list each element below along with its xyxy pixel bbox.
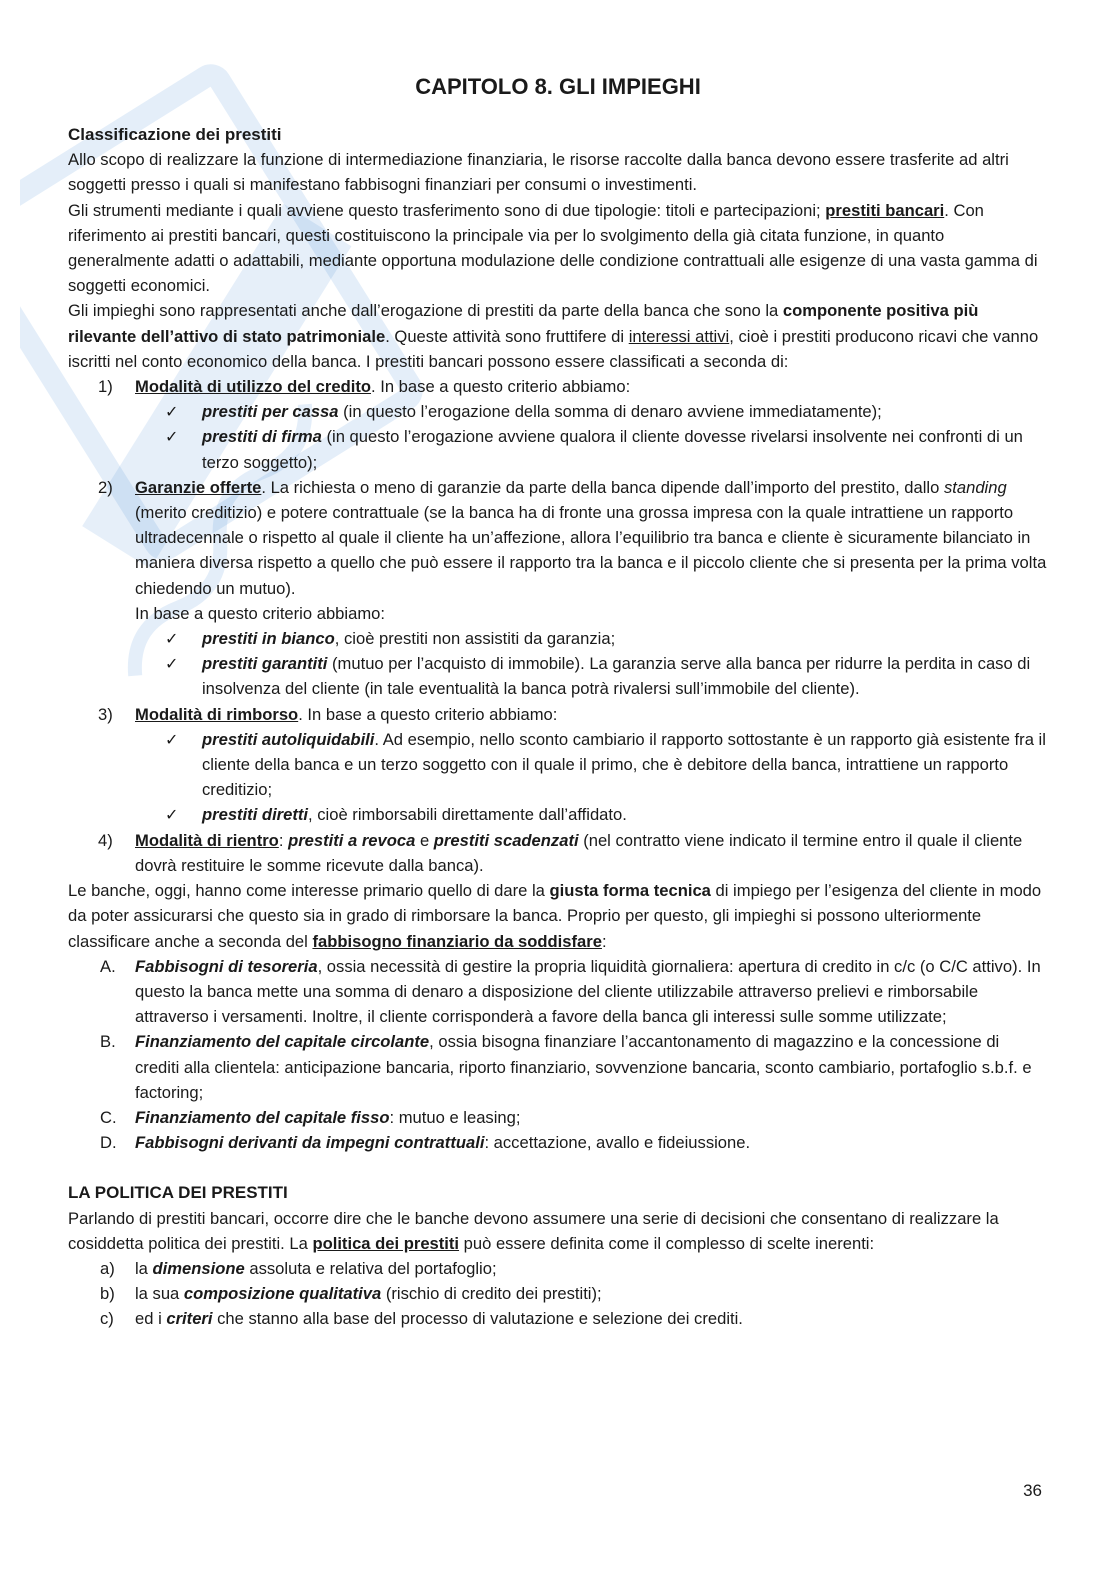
list-item: a) la dimensione assoluta e relativa del portafoglio; — [100, 1258, 497, 1278]
list-item: 3) Modalità di rimborso. In base a questo criterio abbiamo: ✓ prestiti autoliquidabili. Ad esempio, nello sconto cambiario il rapporto sottostante è un rapporto già esistente fra il cliente della banca e un terzo soggetto con il quale il primo, che è debitore della banca, intrattiene un rapporto creditizio; ✓ prestiti diretti, cioè rimborsabili direttamente dall’affidato. — [68, 702, 1048, 828]
classification-list — [68, 374, 1048, 878]
checkmark-icon: ✓ — [165, 805, 179, 825]
paragraph: Allo scopo di realizzare la funzione di intermediazione finanziaria, le risorse raccolte dalla banca devono essere trasferite ad altri soggetti presso i quali si manifestano fabbisogni finanziari per consumi o investimenti. — [68, 150, 1009, 195]
document-page — [68, 72, 1048, 1332]
checkmark-icon: ✓ — [165, 427, 179, 447]
paragraph: Gli impieghi sono rappresentati anche dall’erogazione di prestiti da parte della banca che sono la componente positiva più rilevante dell’attivo di stato patrimoniale. Queste attività sono fruttifere di interessi attivi, cioè i prestiti producono ricavi che vanno iscritti nel conto economico della banca. I prestiti bancari possono essere classificati a seconda di: — [68, 301, 1039, 371]
check-item: ✓ prestiti in bianco, cioè prestiti non assistiti da garanzia; — [135, 626, 1048, 651]
list-item: B. Finanziamento del capitale circolante, ossia bisogna finanziare l’accantonamento di magazzino e la concessione di crediti alla clientela: anticipazione bancaria, riporto finanziario, sovvenzione bancaria, sconto cambiario, portafoglio s.b.f. e factoring; — [100, 1032, 1032, 1102]
check-item: ✓ prestiti per cassa (in questo l’erogazione della somma di denaro avviene immediatamente); — [135, 399, 1048, 424]
list-item: A. Fabbisogni di tesoreria, ossia necessità di gestire la propria liquidità giornaliera: apertura di credito in c/c (o C/C attivo). In questo la banca mette una somma di denaro a disposizione del cliente utilizzabile attraverso prelievi e rimborsabile attraverso i versamenti. Inoltre, il cliente corrisponderà a favore della banca gli interessi sulle somme utilizzate; — [100, 956, 1041, 1027]
check-list — [135, 626, 1048, 702]
list-item: 2) Garanzie offerte. La richiesta o meno di garanzie da parte della banca dipende dall’importo del prestito, dallo standing (merito creditizio) e potere contrattuale (se la banca ha di fronte una grossa impresa con la quale intrattiene un rapporto ultradecennale o rispetto al quale il cliente ha un’affezione, allora l’equilibrio tra banca e cliente è sicuramente bilanciato in maniera diversa rispetto a quello che può essere il rapporto tra la banca e il piccolo cliente che si presenta per la prima volta chiedendo un mutuo). In base a questo criterio abbiamo: ✓ prestiti in bianco, cioè prestiti non assistiti da garanzia; ✓ prestiti garantiti (mutuo per l’acquisto di immobile). La garanzia serve alla banca per ridurre la perdita in caso di insolvenza del cliente (in tale eventualità la banca potrà rivalersi sull’immobile del cliente). — [68, 475, 1048, 702]
check-item: ✓ prestiti diretti, cioè rimborsabili direttamente dall’affidato. — [135, 802, 1048, 827]
list-item: c) ed i criteri che stanno alla base del processo di valutazione e selezione dei crediti. — [100, 1309, 743, 1329]
section-heading-politica: LA POLITICA DEI PRESTITI — [68, 1183, 288, 1203]
criterion-text: In base a questo criterio abbiamo: — [135, 603, 385, 623]
term-prestiti-bancari: prestiti bancari — [825, 200, 945, 220]
list-item: D. Fabbisogni derivanti da impegni contrattuali: accettazione, avallo e fideiussione. — [100, 1133, 751, 1153]
check-item: ✓ prestiti garantiti (mutuo per l’acquisto di immobile). La garanzia serve alla banca per ridurre la perdita in caso di insolvenza del cliente (in tale eventualità la banca potrà rivalersi sull’immobile del cliente). — [135, 651, 1048, 701]
page-number: 36 — [1023, 1481, 1042, 1500]
needs-list — [68, 954, 1048, 1156]
checkmark-icon: ✓ — [165, 629, 179, 649]
checkmark-icon: ✓ — [165, 402, 179, 422]
section-heading-classificazione: Classificazione dei prestiti — [68, 125, 282, 144]
check-list — [135, 399, 1048, 475]
check-list — [135, 727, 1048, 828]
list-item: b) la sua composizione qualitativa (rischio di credito dei prestiti); — [100, 1284, 602, 1304]
paragraph: Le banche, oggi, hanno come interesse primario quello di dare la giusta forma tecnica di impiego per l’esigenza del cliente in modo da poter assicurarsi che questo sia in grado di rimborsare la banca. Proprio per questo, gli impieghi si possono ulteriormente classificare anche a seconda del fabbisogno finanziario da soddisfare: — [68, 881, 1042, 951]
check-item: ✓ prestiti di firma (in questo l’erogazione avviene qualora il cliente dovesse rivelarsi insolvente nei confronti di un terzo soggetto); — [135, 424, 1048, 474]
checkmark-icon: ✓ — [165, 654, 179, 674]
check-item: ✓ prestiti autoliquidabili. Ad esempio, nello sconto cambiario il rapporto sottostante è un rapporto già esistente fra il cliente della banca e un terzo soggetto con il quale il primo, che è debitore della banca, intrattiene un rapporto creditizio; — [135, 727, 1048, 803]
paragraph: Parlando di prestiti bancari, occorre dire che le banche devono assumere una serie di decisioni che consentano di realizzare la cosiddetta politica dei prestiti. La politica dei prestiti può essere definita come il complesso di scelte inerenti: — [68, 1208, 999, 1253]
checkmark-icon: ✓ — [165, 729, 179, 749]
list-item: C. Finanziamento del capitale fisso: mutuo e leasing; — [100, 1107, 521, 1127]
chapter-title: CAPITOLO 8. GLI IMPIEGHI — [415, 74, 701, 99]
list-item: 4) Modalità di rientro: prestiti a revoca e prestiti scadenzati (nel contratto viene indicato il termine entro il quale il cliente dovrà restituire le somme ricevute dalla banca). — [98, 830, 1023, 875]
list-item: 1) Modalità di utilizzo del credito. In base a questo criterio abbiamo: ✓ prestiti per cassa (in questo l’erogazione della somma di denaro avviene immediatamente); ✓ prestiti di firma (in questo l’erogazione avviene qualora il cliente dovesse rivelarsi insolvente nei confronti di un terzo soggetto); — [68, 374, 1048, 475]
paragraph: Gli strumenti mediante i quali avviene questo trasferimento sono di due tipologie: titoli e partecipazioni; prestiti bancari. Con riferimento ai prestiti bancari, questi costituiscono la principale via per lo svolgimento della già citata funzione, in quanto generalmente adatti o adattabili, mediante opportuna modulazione delle condizione contrattuali alle esigenze di una vasta gamma di soggetti economici. — [68, 200, 1038, 296]
policy-list — [68, 1256, 1048, 1332]
